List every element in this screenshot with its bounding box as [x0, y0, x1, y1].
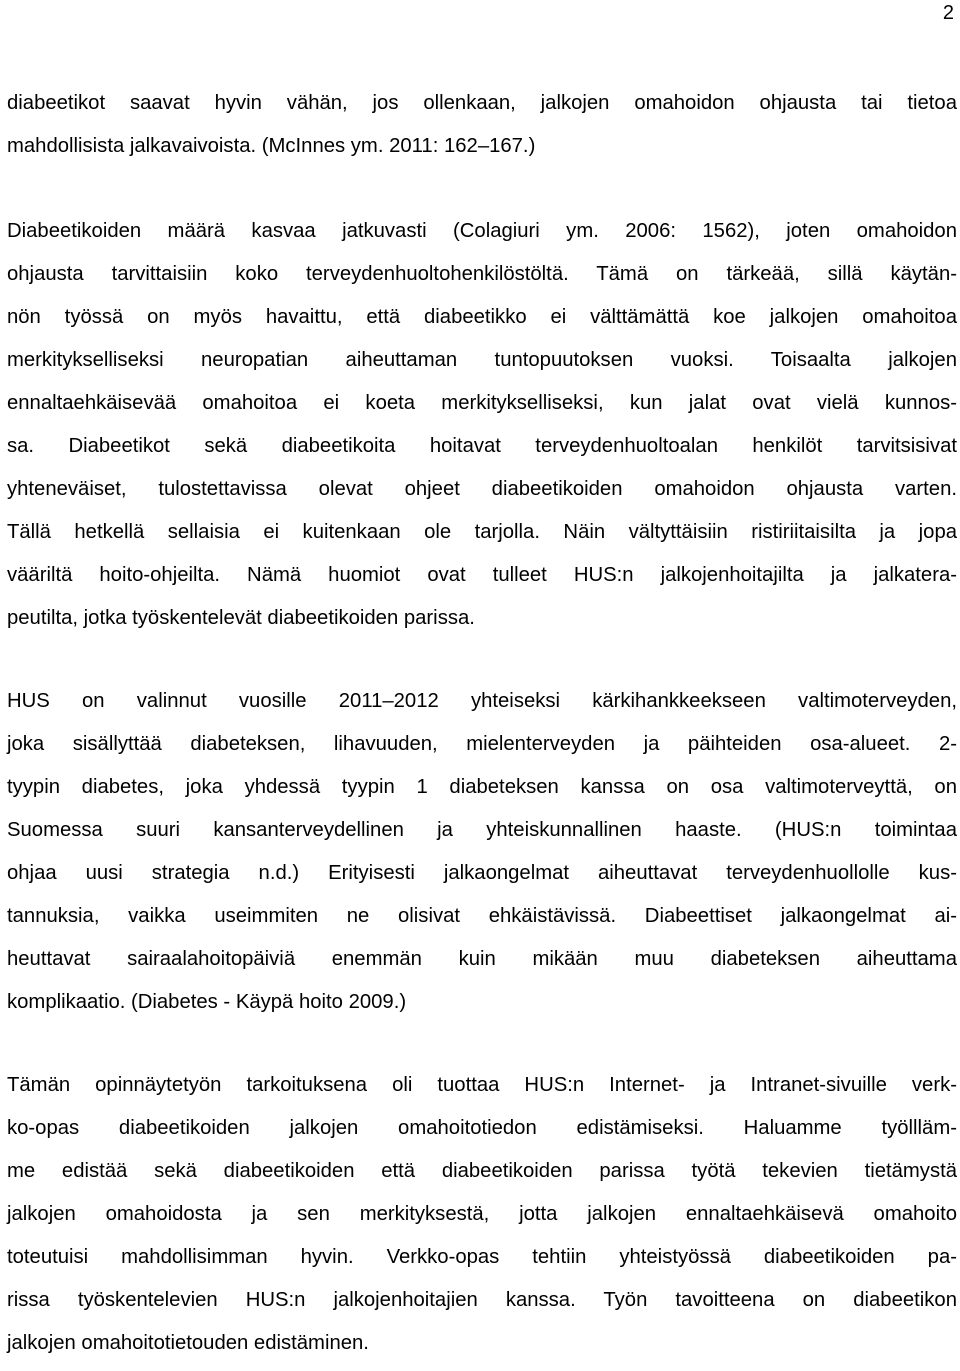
text-line: toteutuisi mahdollisimman hyvin. Verkko-opas tehtiin yhteistyössä diabeetikoiden pa- — [7, 1246, 957, 1268]
text-line: Tällä hetkellä sellaisia ei kuitenkaan ole tarjolla. Näin vältyttäisiin ristiriitaisilta ja jopa — [7, 521, 957, 543]
page-number: 2 — [942, 2, 954, 24]
text-line: vääriltä hoito-ohjeilta. Nämä huomiot ovat tulleet HUS:n jalkojenhoitajilta ja jalkatera- — [7, 564, 957, 586]
text-line: ohjausta tarvittaisiin koko terveydenhuoltohenkilöstöltä. Tämä on tärkeää, sillä käytän- — [7, 263, 957, 285]
text-line: sa. Diabeetikot sekä diabeetikoita hoitavat terveydenhuoltoalan henkilöt tarvitsisivat — [7, 435, 957, 457]
paragraph-2 — [7, 216, 957, 646]
text-line: komplikaatio. (Diabetes - Käypä hoito 2009.) — [7, 991, 407, 1013]
text-line: tyypin diabetes, joka yhdessä tyypin 1 diabeteksen kanssa on osa valtimoterveyttä, on — [7, 776, 957, 798]
paragraph-3 — [7, 686, 957, 1030]
text-line: joka sisällyttää diabeteksen, lihavuuden, mielenterveyden ja päihteiden osa-alueet. 2- — [7, 733, 957, 755]
text-line: HUS on valinnut vuosille 2011–2012 yhteiseksi kärkihankkeekseen valtimoterveyden, — [7, 690, 957, 712]
text-line: Tämän opinnäytetyön tarkoituksena oli tuottaa HUS:n Internet- ja Intranet-sivuille verk- — [7, 1074, 957, 1096]
paragraph-4 — [7, 1070, 957, 1371]
text-line: jalkojen omahoidosta ja sen merkityksestä, jotta jalkojen ennaltaehkäisevä omahoito — [7, 1203, 957, 1225]
text-line: heuttavat sairaalahoitopäiviä enemmän kuin mikään muu diabeteksen aiheuttama — [7, 948, 957, 970]
text-line: merkitykselliseksi neuropatian aiheuttaman tuntopuutoksen vuoksi. Toisaalta jalkojen — [7, 349, 957, 371]
text-line: rissa työskentelevien HUS:n jalkojenhoitajien kanssa. Työn tavoitteena on diabeetikon — [7, 1289, 957, 1311]
text-line: diabeetikot saavat hyvin vähän, jos ollenkaan, jalkojen omahoidon ohjausta tai tietoa — [7, 92, 957, 114]
text-line: me edistää sekä diabeetikoiden että diabeetikoiden parissa työtä tekevien tietämystä — [7, 1160, 957, 1182]
text-line: Diabeetikoiden määrä kasvaa jatkuvasti (Colagiuri ym. 2006: 1562), joten omahoidon — [7, 220, 957, 242]
text-line: Suomessa suuri kansanterveydellinen ja yhteiskunnallinen haaste. (HUS:n toimintaa — [7, 819, 957, 841]
text-line: yhteneväiset, tulostettavissa olevat ohjeet diabeetikoiden omahoidon ohjausta varten. — [7, 478, 957, 500]
text-line: nön työssä on myös havaittu, että diabeetikko ei välttämättä koe jalkojen omahoitoa — [7, 306, 957, 328]
text-line: tannuksia, vaikka useimmiten ne olisivat ehkäistävissä. Diabeettiset jalkaongelmat ai- — [7, 905, 957, 927]
paragraph-1 — [7, 88, 957, 174]
text-line: jalkojen omahoitotietouden edistäminen. — [7, 1332, 369, 1354]
text-line: mahdollisista jalkavaivoista. (McInnes ym. 2011: 162–167.) — [7, 135, 536, 157]
text-line: ennaltaehkäisevää omahoitoa ei koeta merkitykselliseksi, kun jalat ovat vielä kunnos- — [7, 392, 957, 414]
text-line: ohjaa uusi strategia n.d.) Erityisesti jalkaongelmat aiheuttavat terveydenhuollolle kus- — [7, 862, 957, 884]
text-line: ko-opas diabeetikoiden jalkojen omahoitotiedon edistämiseksi. Haluamme työllläm- — [7, 1117, 957, 1139]
text-line: peutilta, jotka työskentelevät diabeetikoiden parissa. — [7, 607, 475, 629]
